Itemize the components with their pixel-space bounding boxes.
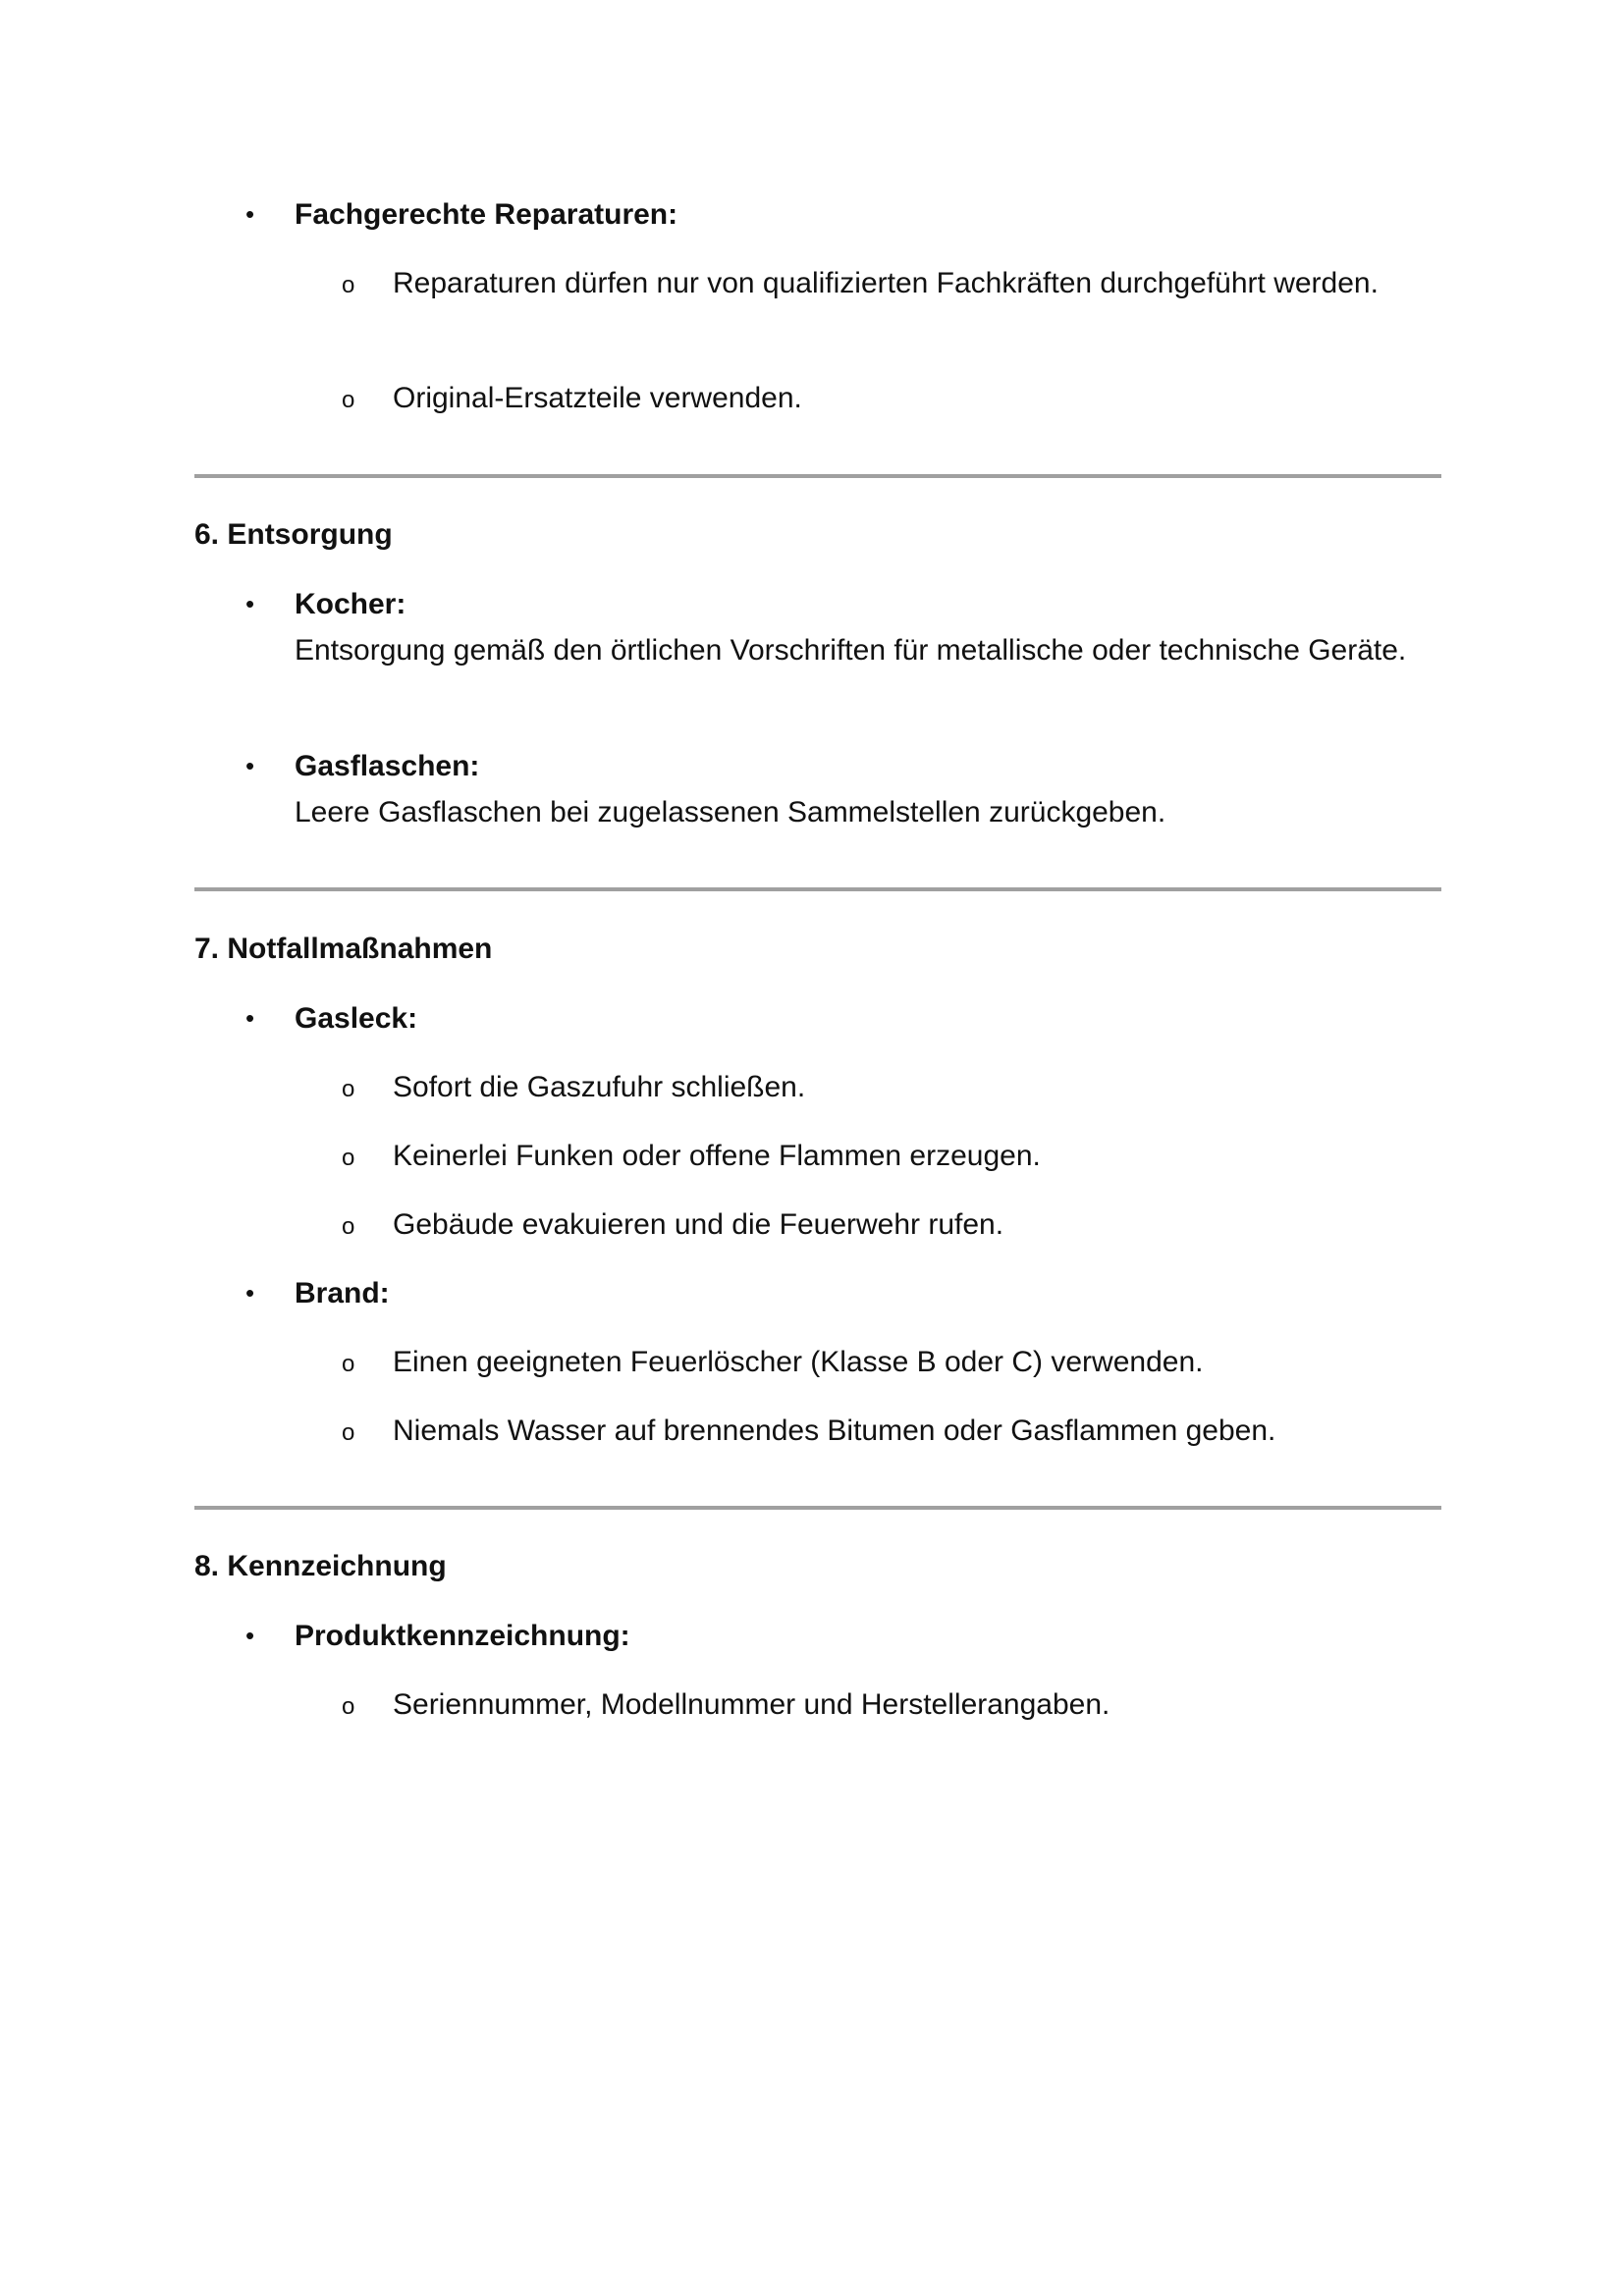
bullet-icon: •	[245, 1621, 255, 1650]
sub-bullet-icon: o	[342, 387, 355, 413]
section-heading-kennzeichnung: 8. Kennzeichnung	[194, 1550, 447, 1582]
section-heading-entsorgung: 6. Entsorgung	[194, 518, 393, 551]
sub-item-text: Keinerlei Funken oder offene Flammen erzeugen.	[393, 1140, 1041, 1172]
item-title: Gasflaschen:	[295, 750, 480, 782]
sub-item-text: Einen geeigneten Feuerlöscher (Klasse B oder C) verwenden.	[393, 1346, 1204, 1378]
sub-item-text: Seriennummer, Modellnummer und Herstellerangaben.	[393, 1688, 1110, 1721]
sub-bullet-icon: o	[342, 1213, 355, 1240]
sub-item-text: Niemals Wasser auf brennendes Bitumen oder Gasflammen geben.	[393, 1415, 1276, 1447]
sub-bullet-icon: o	[342, 1351, 355, 1377]
bullet-icon: •	[245, 751, 255, 780]
item-title: Kocher:	[295, 588, 406, 620]
bullet-icon: •	[245, 589, 255, 618]
item-body: Leere Gasflaschen bei zugelassenen Sammelstellen zurückgeben.	[295, 796, 1166, 828]
item-title: Brand:	[295, 1277, 390, 1309]
item-title: Produktkennzeichnung:	[295, 1620, 630, 1652]
sub-bullet-icon: o	[342, 1419, 355, 1446]
section-divider	[194, 474, 1441, 478]
bullet-icon: •	[245, 1278, 255, 1308]
sub-item-text: Original-Ersatzteile verwenden.	[393, 382, 802, 414]
section-divider	[194, 1506, 1441, 1510]
item-title: Gasleck:	[295, 1002, 418, 1035]
section-divider	[194, 887, 1441, 891]
bullet-icon: •	[245, 199, 255, 229]
section-heading-notfallmassnahmen: 7. Notfallmaßnahmen	[194, 933, 493, 965]
sub-item-text: Gebäude evakuieren und die Feuerwehr rufen.	[393, 1208, 1004, 1241]
sub-item-text: Reparaturen dürfen nur von qualifizierten Fachkräften durchgeführt werden.	[393, 267, 1379, 299]
sub-bullet-icon: o	[342, 272, 355, 298]
item-body: Entsorgung gemäß den örtlichen Vorschriften für metallische oder technische Geräte.	[295, 634, 1407, 667]
bullet-icon: •	[245, 1003, 255, 1033]
sub-bullet-icon: o	[342, 1145, 355, 1171]
sub-bullet-icon: o	[342, 1693, 355, 1720]
sub-bullet-icon: o	[342, 1076, 355, 1102]
item-title: Fachgerechte Reparaturen:	[295, 198, 678, 231]
sub-item-text: Sofort die Gaszufuhr schließen.	[393, 1071, 806, 1103]
